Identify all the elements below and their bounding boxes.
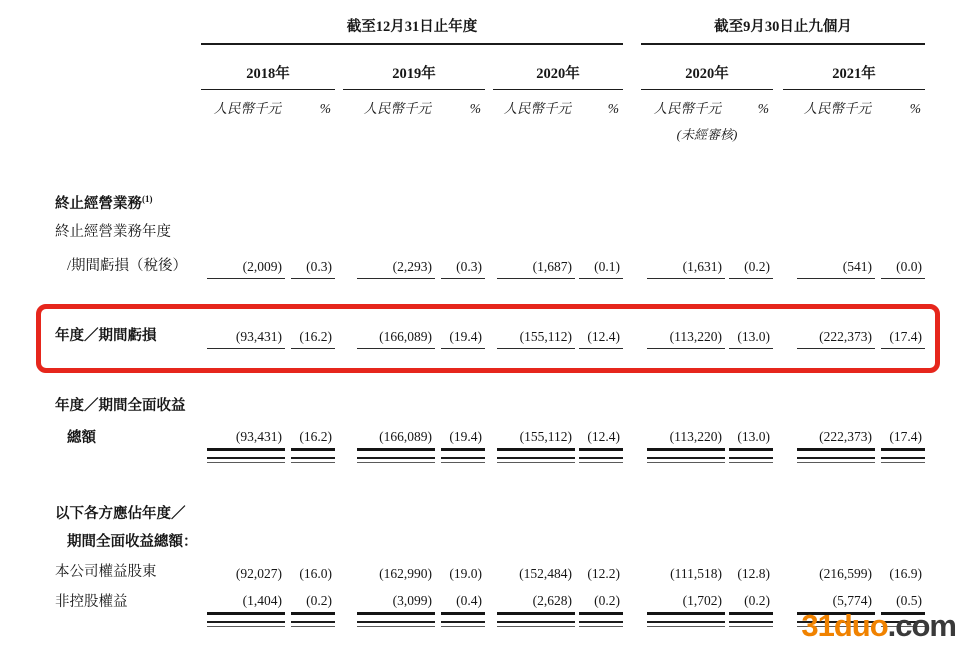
double-rule [441, 457, 485, 463]
year-header-row [55, 44, 925, 89]
cell-value: (222,373) [797, 429, 875, 451]
cell-value: (1,702) [647, 593, 725, 615]
pct-label: % [607, 101, 619, 116]
group-header-fy: 截至12月31日止年度 [201, 10, 623, 44]
cell-value: (0.2) [729, 259, 773, 279]
double-rule [729, 457, 773, 463]
double-rule [207, 457, 285, 463]
cell-value: (16.2) [291, 429, 335, 451]
table-row [55, 501, 925, 527]
cell-value: (13.0) [729, 429, 773, 451]
cell-value: (17.4) [881, 429, 925, 451]
cell-value: (1,404) [207, 593, 285, 615]
row-label-discontinued: 終止經營業務$^{(1)}$ [55, 194, 153, 212]
cell-value: (19.4) [441, 329, 485, 349]
watermark-suffix: .com [887, 608, 956, 643]
cell-value: (3,099) [357, 593, 435, 615]
year-2019: 2019年 [343, 44, 485, 89]
spacer [55, 145, 925, 191]
row-label-attributable-line1: 以下各方應佔年度／ [55, 506, 186, 522]
table-row [55, 217, 925, 245]
cell-value: (113,220) [647, 429, 725, 451]
row-label-comprehensive-line1: 年度／期間全面收益 [55, 398, 186, 414]
group-header-9m: 截至9月30日止九個月 [641, 10, 925, 44]
highlight-box [36, 304, 940, 373]
cell-value: (2,009) [207, 259, 285, 279]
cell-value: (0.3) [441, 259, 485, 279]
units-row [55, 89, 925, 119]
cell-value: (12.2) [587, 566, 620, 581]
pct-label: % [757, 101, 769, 116]
year-2021-9m: 2021年 [783, 44, 925, 89]
cell-value: (2,293) [357, 259, 435, 279]
row-label-period-loss: 年度／期間虧損 [55, 328, 157, 344]
table-row [55, 191, 925, 217]
row-label-equity-shareholders: 本公司權益股東 [55, 564, 157, 580]
cell-value: (93,431) [207, 329, 285, 349]
cell-value: (16.0) [299, 566, 332, 581]
double-rule [729, 621, 773, 627]
table-row [55, 393, 925, 419]
double-rule [497, 621, 575, 627]
total-rule-row [55, 615, 925, 631]
cell-value: (111,518) [670, 566, 722, 581]
cell-value: (19.0) [449, 566, 482, 581]
double-rule [441, 621, 485, 627]
double-rule [291, 457, 335, 463]
cell-value: (166,089) [357, 329, 435, 349]
cell-value: (13.0) [729, 329, 773, 349]
table-row [55, 555, 925, 585]
row-label-non-controlling: 非控股權益 [55, 594, 128, 610]
cell-value: (12.8) [737, 566, 770, 581]
pct-label: % [319, 101, 331, 116]
cell-value: (0.2) [579, 593, 623, 615]
cell-value: (12.4) [579, 329, 623, 349]
double-rule [797, 457, 875, 463]
table-row [55, 419, 925, 451]
double-rule [579, 457, 623, 463]
cell-value: (113,220) [647, 329, 725, 349]
cell-value: (0.4) [441, 593, 485, 615]
cell-value: (155,112) [497, 329, 575, 349]
unaudited-row [55, 119, 925, 145]
footnote-ref: (1) [142, 194, 153, 205]
cell-value: (19.4) [441, 429, 485, 451]
double-rule [497, 457, 575, 463]
unit-label: 人民幣千元 [213, 101, 281, 116]
row-label-discontinued-loss-line2: /期間虧損（稅後） [67, 258, 188, 274]
cell-value: (541) [797, 259, 875, 279]
pct-label: % [469, 101, 481, 116]
cell-value: (93,431) [207, 429, 285, 451]
cell-value: (0.5) [881, 593, 925, 615]
double-rule [207, 621, 285, 627]
cell-value: (166,089) [357, 429, 435, 451]
watermark-brand: 31duo [801, 608, 888, 643]
table-row [55, 527, 925, 555]
unit-label: 人民幣千元 [803, 101, 871, 116]
cell-value: (0.1) [579, 259, 623, 279]
unit-label: 人民幣千元 [503, 101, 571, 116]
double-rule [647, 457, 725, 463]
cell-value: (152,484) [519, 566, 572, 581]
cell-value: (216,599) [819, 566, 872, 581]
unit-label: 人民幣千元 [653, 101, 721, 116]
double-rule [357, 621, 435, 627]
cell-value: (0.2) [291, 593, 335, 615]
cell-value: (16.9) [889, 566, 923, 581]
row-label-comprehensive-line2: 總額 [67, 430, 96, 446]
cell-value: (162,990) [379, 566, 432, 581]
year-2020-9m: 2020年 [641, 44, 773, 89]
unit-label: 人民幣千元 [363, 101, 431, 116]
cell-value: (0.2) [729, 593, 773, 615]
cell-value: (92,027) [235, 566, 282, 581]
table-row [55, 245, 925, 279]
cell-value: (17.4) [881, 329, 925, 349]
cell-value: (2,628) [497, 593, 575, 615]
unaudited-note: (未經審核) [676, 127, 738, 142]
cell-value: (0.0) [881, 259, 925, 279]
cell-value: (155,112) [497, 429, 575, 451]
row-label-discontinued-loss-line1: 終止經營業務年度 [55, 224, 171, 240]
double-rule [357, 457, 435, 463]
pct-label: % [909, 101, 922, 116]
row-label-attributable-line2: 期間全面收益總額： [67, 534, 198, 550]
cell-value: (12.4) [579, 429, 623, 451]
double-rule [881, 457, 925, 463]
year-2018: 2018年 [201, 44, 335, 89]
cell-value: (1,687) [497, 259, 575, 279]
cell-value: (222,373) [797, 329, 875, 349]
group-header-row [55, 10, 925, 44]
cell-value: (5,774) [797, 593, 875, 615]
double-rule [579, 621, 623, 627]
total-rule-row [55, 451, 925, 467]
cell-value: (0.3) [291, 259, 335, 279]
spacer [55, 467, 925, 501]
cell-value: (16.2) [291, 329, 335, 349]
watermark [801, 608, 956, 644]
year-2020: 2020年 [493, 44, 623, 89]
double-rule [647, 621, 725, 627]
table-row [55, 585, 925, 615]
cell-value: (1,631) [647, 259, 725, 279]
double-rule [291, 621, 335, 627]
